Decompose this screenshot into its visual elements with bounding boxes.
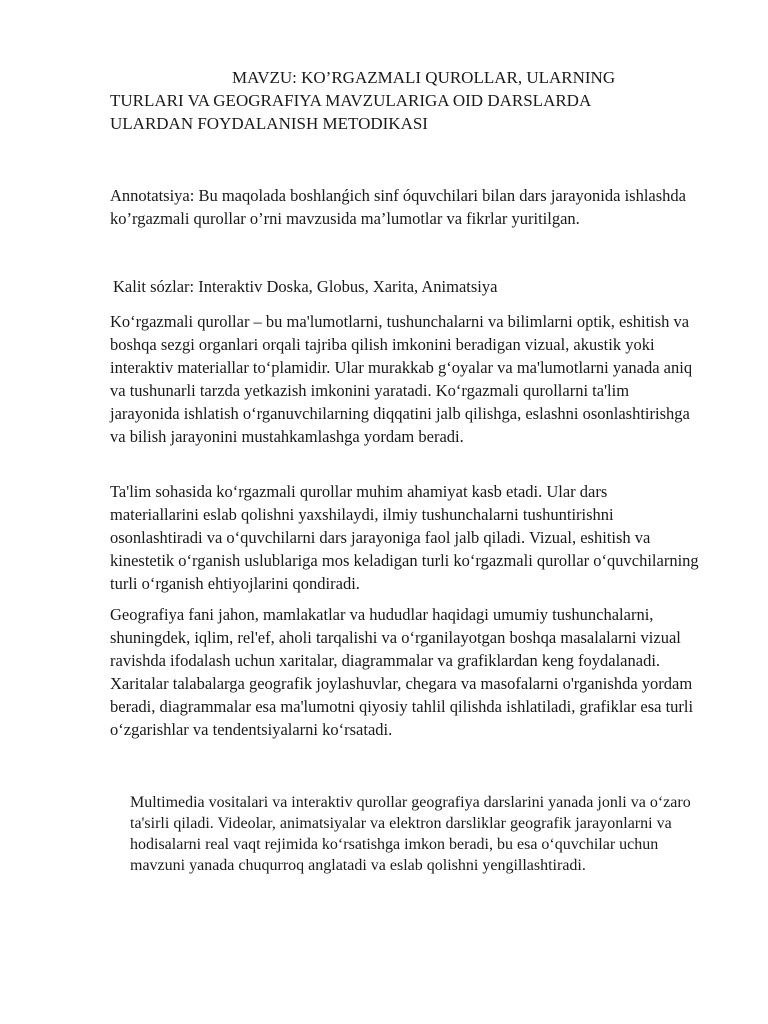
body-paragraph-4: Multimedia vositalari va interaktiv qurollar geografiya darslarini yanada jonli va o‘zaro ta'sirli qiladi. Videolar, animatsiyalar va elektron darsliklar geografik jarayonlarni va hodisalarni real vaqt rejimida ko‘rsatishga imkon beradi, bu esa o‘quvchilar uchun mavzuni yanada chuqurroq anglatadi va eslab qolishni yengillashtiradi.: [130, 794, 691, 874]
title-line-3: ULARDAN FOYDALANISH METODIKASI: [110, 114, 428, 133]
body-paragraph-1: Ko‘rgazmali qurollar – bu ma'lumotlarni, tushunchalarni va bilimlarni optik, eshitish va boshqa sezgi organlari orqali tajriba qilish imkonini beradigan vizual, akustik yoki interaktiv materiallar to‘plamidir. Ular murakkab g‘oyalar va ma'lumotlarni yanada aniq va tushunarli tarzda yetkazish imkonini yaratadi. Ko‘rgazmali qurollarni ta'lim jarayonida ishlatish o‘rganuvchilarning diqqatini jalb qilishga, eslashni osonlashtirishga va bilish jarayonini mustahkamlashga yordam beradi.: [110, 312, 693, 446]
body-paragraph-2: Ta'lim sohasida ko‘rgazmali qurollar muhim ahamiyat kasb etadi. Ular dars materiallarini eslab qolishni yaxshilaydi, ilmiy tushunchalarni tushuntirishni osonlashtiradi va o‘quvchilarni dars jarayoniga faol jalb qiladi. Vizual, eshitish va kinestetik o‘rganish uslublariga mos keladigan turli ko‘rgazmali qurollar o‘quvchilarning turli o‘rganish ehtiyojlarini qondiradi.: [110, 482, 699, 593]
title-line-1: MAVZU: KO’RGAZMALI QUROLLAR, ULARNING: [232, 68, 616, 87]
title-line-2: TURLARI VA GEOGRAFIYA MAVZULARIGA OID DARSLARDA: [110, 91, 592, 110]
document-title: [110, 66, 670, 135]
annotation-paragraph: Annotatsiya: Bu maqolada boshlanǵich sinf óquvchilari bilan dars jarayonida ishlashda ko’rgazmali qurollar o’rni mavzusida ma’lumotlar va fikrlar yuritilgan.: [110, 186, 686, 228]
body-paragraph-3: Geografiya fani jahon, mamlakatlar va hududlar haqidagi umumiy tushunchalarni, shuningdek, iqlim, rel'ef, aholi tarqalishi va o‘rganilayotgan boshqa masalalarni vizual ravishda ifodalash uchun xaritalar, diagrammalar va grafiklardan keng foydalanadi. Xaritalar talabalarga geografik joylashuvlar, chegara va masofalarni o'rganishda yordam beradi, diagrammalar esa ma'lumotni qiyosiy tahlil qilishda ishlatiladi, grafiklar esa turli o‘zgarishlar va tendentsiyalarni ko‘rsatadi.: [110, 605, 694, 739]
keywords-line: Kalit sózlar: Interaktiv Doska, Globus, Xarita, Animatsiya: [113, 277, 498, 296]
